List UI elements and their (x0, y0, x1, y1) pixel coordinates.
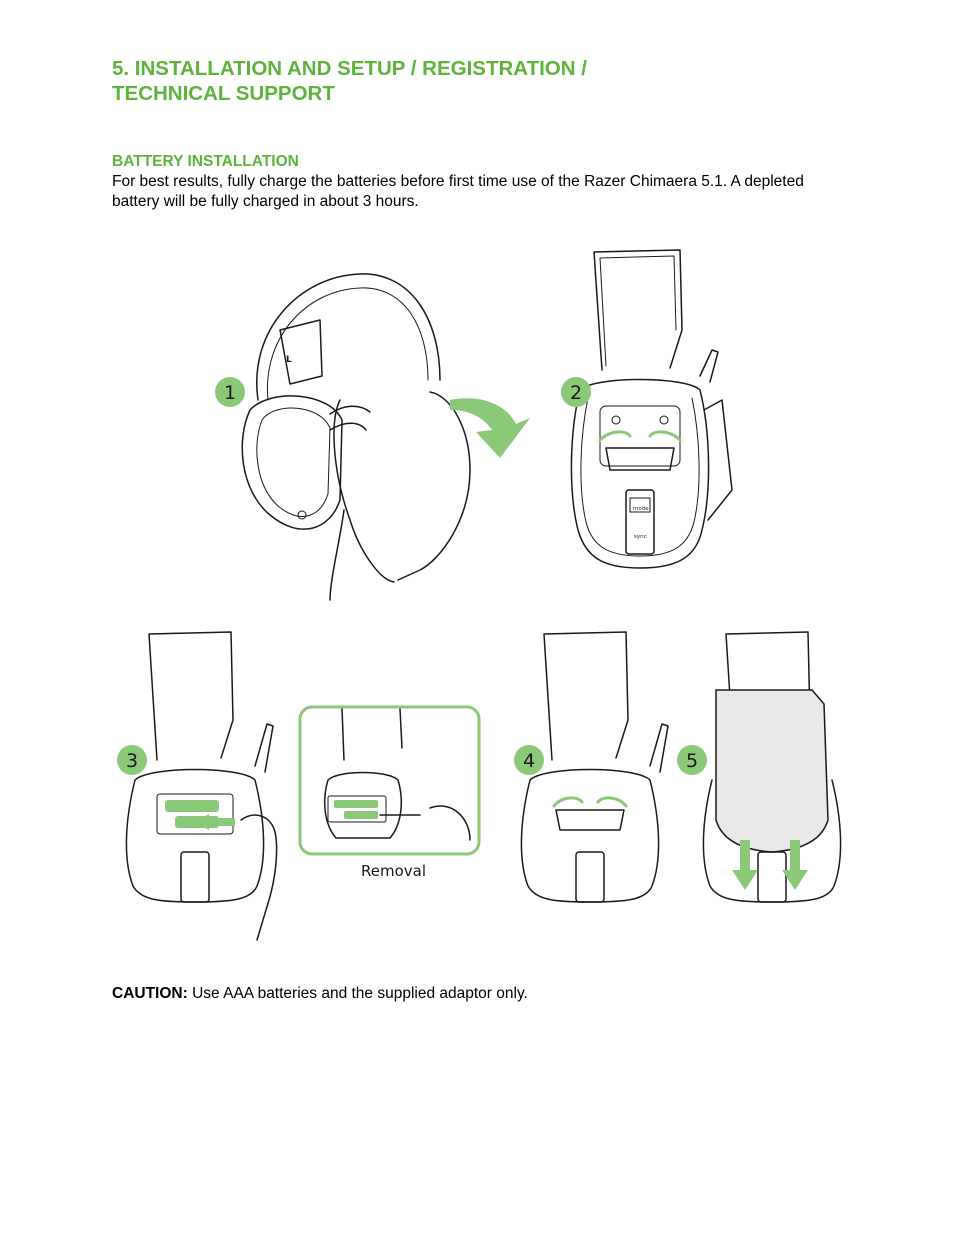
step-4-illustration (521, 632, 668, 902)
svg-text:sync: sync (634, 534, 647, 540)
caution-text: Use AAA batteries and the supplied adaptor only. (187, 985, 528, 1002)
section-title-line-2: TECHNICAL SUPPORT (112, 82, 335, 105)
step-3-illustration (126, 632, 276, 940)
step-1-illustration (215, 274, 530, 600)
battery-installation-heading: BATTERY INSTALLATION (112, 153, 299, 170)
step-2-illustration (571, 250, 732, 568)
step-2-badge: 2 (570, 382, 583, 404)
step-5-illustration (703, 632, 840, 902)
section-title-line-1: 5. INSTALLATION AND SETUP / REGISTRATION / (112, 57, 587, 80)
caution-note (112, 984, 528, 1004)
caution-label: CAUTION: (112, 985, 188, 1002)
removal-inset (300, 707, 479, 880)
step-1-badge: 1 (224, 382, 237, 404)
removal-label: Removal (361, 862, 427, 880)
svg-text:mode: mode (633, 506, 649, 512)
battery-installation-paragraph: For best results, fully charge the batteries before first time use of the Razer Chimaera 5.1. A depleted battery will be fully charged in about 3 hours. (112, 173, 804, 210)
step-3-badge: 3 (126, 750, 139, 772)
left-earcup-marker: L (286, 355, 292, 365)
step-5-badge: 5 (686, 750, 699, 772)
step-4-badge: 4 (523, 750, 536, 772)
